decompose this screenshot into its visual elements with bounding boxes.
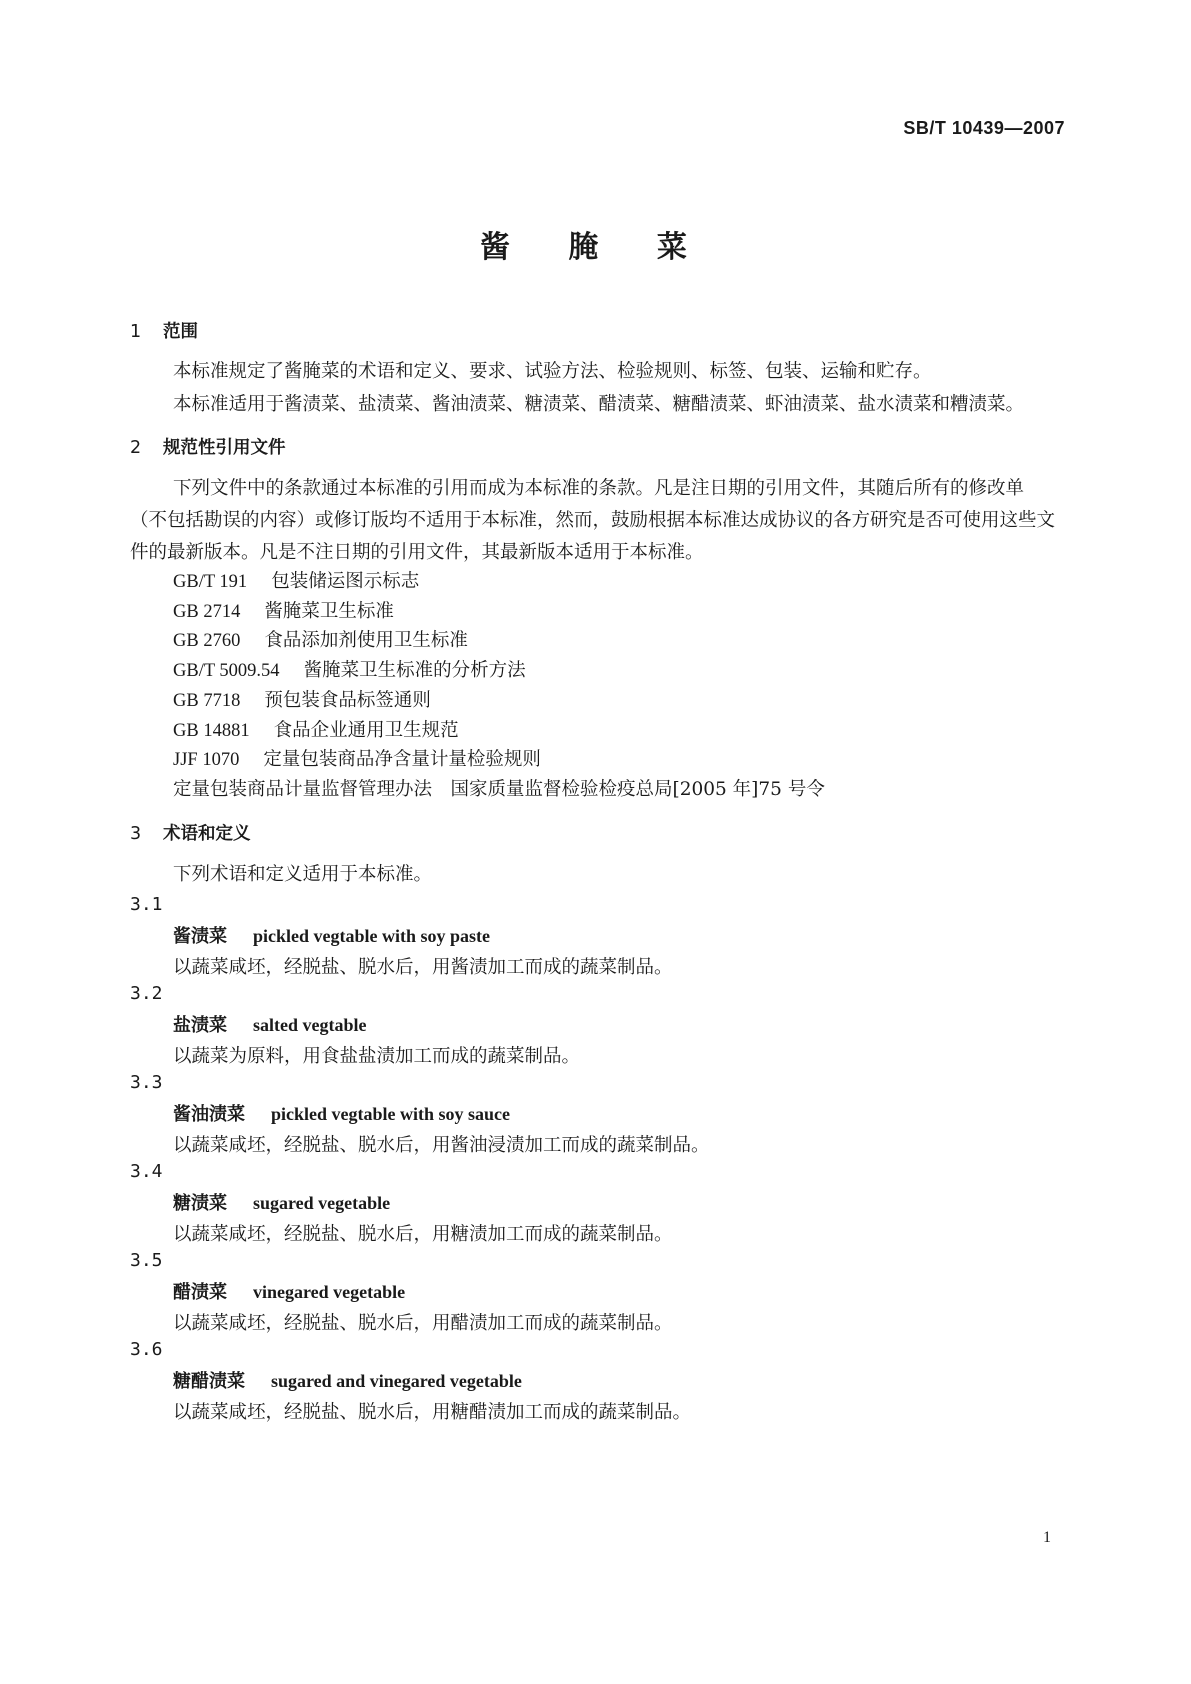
term-number: 3.2	[130, 983, 163, 1004]
term-zh: 酱渍菜	[173, 926, 227, 947]
reference-item	[173, 745, 541, 771]
reference-title: 包装储运图示标志	[271, 571, 420, 592]
term-number: 3.4	[130, 1161, 163, 1182]
term-en: salted vegtable	[253, 1015, 367, 1035]
reference-item	[173, 686, 431, 712]
section-heading-terms	[130, 820, 251, 845]
reference-item	[173, 656, 526, 682]
term-definition: 以蔬菜咸坯，经脱盐、脱水后，用醋渍加工而成的蔬菜制品。	[173, 1313, 673, 1334]
term-en: pickled vegtable with soy paste	[253, 926, 491, 946]
standard-code: SB/T 10439—2007	[903, 118, 1065, 138]
reference-code: JJF 1070	[173, 750, 240, 770]
references-intro: 下列文件中的条款通过本标准的引用而成为本标准的条款。凡是注日期的引用文件，其随后所有的修改单（不包括勘误的内容）或修订版均不适用于本标准，然而，鼓励根据本标准达成协议的各方研究是否可使用这些文件的最新版本。凡是不注日期的引用文件，其最新版本适用于本标准。	[130, 478, 1056, 563]
term-en: vinegared vegetable	[253, 1282, 406, 1302]
reference-title: 定量包装商品净含量计量检验规则	[263, 749, 541, 770]
reference-item	[173, 716, 459, 742]
term-zh: 糖醋渍菜	[173, 1371, 245, 1392]
reference-code: GB/T 191	[173, 572, 248, 592]
term-en: pickled vegtable with soy sauce	[271, 1104, 511, 1124]
reference-code: GB 2714	[173, 602, 241, 622]
term-zh: 盐渍菜	[173, 1015, 227, 1036]
reference-title: 预包装食品标签通则	[264, 690, 431, 711]
term-definition: 以蔬菜咸坯，经脱盐、脱水后，用酱油浸渍加工而成的蔬菜制品。	[173, 1135, 710, 1156]
reference-title: 食品企业通用卫生规范	[273, 720, 459, 741]
term-heading	[173, 1189, 390, 1215]
term-number: 3.3	[130, 1072, 163, 1093]
reference-code: GB 7718	[173, 691, 241, 711]
term-en: sugared and vinegared vegetable	[271, 1371, 522, 1391]
term-definition: 以蔬菜咸坯，经脱盐、脱水后，用酱渍加工而成的蔬菜制品。	[173, 957, 673, 978]
term-en: sugared vegetable	[253, 1193, 391, 1213]
term-zh: 酱油渍菜	[173, 1104, 245, 1125]
reference-item	[173, 626, 468, 652]
reference-code: GB/T 5009.54	[173, 661, 280, 681]
section-title: 范围	[163, 322, 198, 342]
section-number: 2	[130, 438, 142, 458]
document-title: 酱 腌 菜	[480, 230, 711, 265]
section-title: 术语和定义	[163, 824, 251, 844]
term-heading	[173, 1278, 405, 1304]
term-number: 3.6	[130, 1339, 163, 1360]
term-definition: 以蔬菜咸坯，经脱盐、脱水后，用糖醋渍加工而成的蔬菜制品。	[173, 1402, 692, 1423]
term-zh: 醋渍菜	[173, 1282, 227, 1303]
reference-item	[173, 567, 419, 593]
terms-intro: 下列术语和定义适用于本标准。	[173, 864, 433, 885]
reference-title: 酱腌菜卫生标准的分析方法	[303, 660, 526, 681]
reference-item-extra: 定量包装商品计量监督管理办法 国家质量监督检验检疫总局[2005 年]75 号令	[173, 779, 825, 800]
term-definition: 以蔬菜为原料，用食盐盐渍加工而成的蔬菜制品。	[173, 1046, 581, 1067]
reference-title: 酱腌菜卫生标准	[264, 601, 394, 622]
section-title: 规范性引用文件	[163, 438, 286, 458]
section-number: 1	[130, 322, 142, 342]
term-heading	[173, 1367, 522, 1393]
term-number: 3.1	[130, 894, 163, 915]
reference-code: GB 14881	[173, 721, 250, 741]
reference-item	[173, 597, 394, 623]
term-heading	[173, 1011, 366, 1037]
term-zh: 糖渍菜	[173, 1193, 227, 1214]
section-heading-scope	[130, 318, 198, 343]
scope-paragraph: 本标准适用于酱渍菜、盐渍菜、酱油渍菜、糖渍菜、醋渍菜、糖醋渍菜、虾油渍菜、盐水渍菜和糟渍菜。	[173, 394, 1025, 415]
term-number: 3.5	[130, 1250, 163, 1271]
term-heading	[173, 1100, 510, 1126]
reference-title: 食品添加剂使用卫生标准	[264, 630, 468, 651]
term-definition: 以蔬菜咸坯，经脱盐、脱水后，用糖渍加工而成的蔬菜制品。	[173, 1224, 673, 1245]
page-number: 1	[1043, 1529, 1051, 1546]
section-number: 3	[130, 824, 142, 844]
section-heading-references	[130, 434, 286, 459]
term-heading	[173, 922, 490, 948]
reference-code: GB 2760	[173, 631, 241, 651]
scope-paragraph: 本标准规定了酱腌菜的术语和定义、要求、试验方法、检验规则、标签、包装、运输和贮存。	[173, 361, 932, 382]
